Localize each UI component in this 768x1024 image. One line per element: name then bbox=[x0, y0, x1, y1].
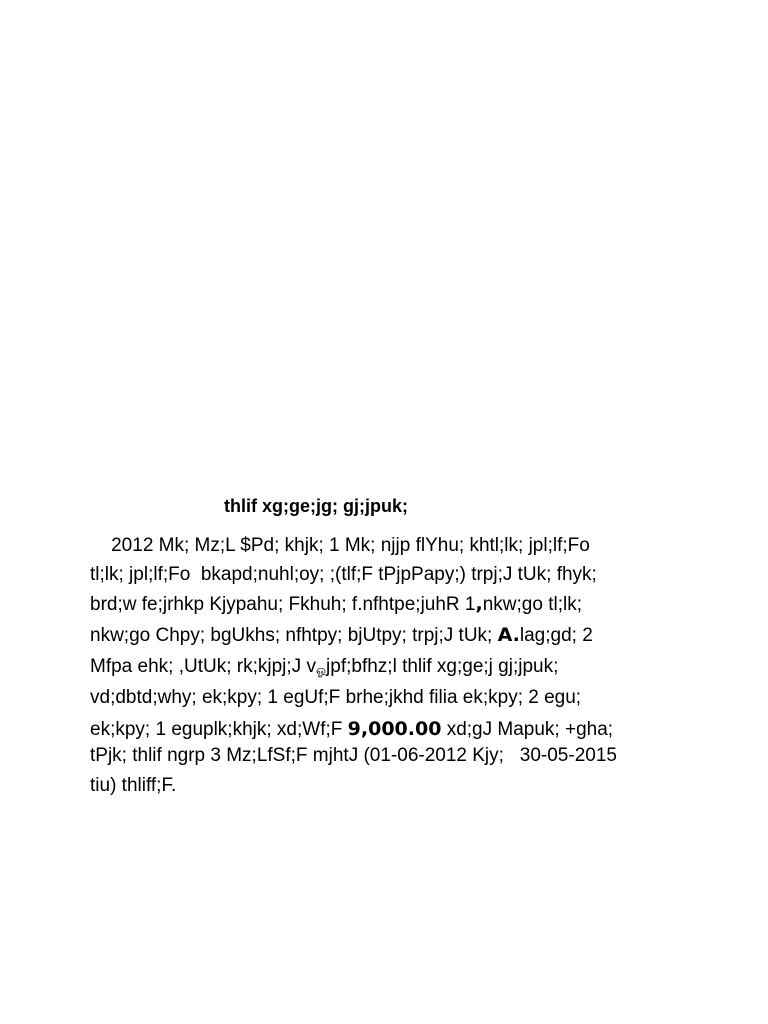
rent-amount: 9,000.00 bbox=[347, 718, 442, 740]
paragraph-line-3 bbox=[90, 592, 582, 617]
paragraph-line-9 bbox=[90, 774, 176, 798]
line-text: nkw;go Chpy; bgUkhs; nfhtpy; bjUtpy; trpj;J tUk; bbox=[90, 625, 498, 646]
line-text-tail: nkw;go tl;lk; bbox=[482, 594, 582, 615]
line-text: 2012 Mk; Mz;L $Pd; khjk; 1 Mk; njjp flYhu; khtl;lk; jpl;lf;Fo bbox=[90, 535, 590, 556]
line-text-tail: jpf;bfhz;l thlif xg;ge;j gj;jpuk; bbox=[326, 656, 559, 677]
line-text-tail: lag;gd; 2 bbox=[519, 625, 593, 646]
line-text-tail: xd;gJ Mapuk; +gha; bbox=[441, 719, 614, 740]
document-title: thlif xg;ge;jg; gj;jpuk; bbox=[224, 496, 408, 516]
special-glyph: ஓ bbox=[315, 663, 327, 677]
paragraph-line-7 bbox=[90, 717, 613, 742]
line-text: vd;dbtd;why; ek;kpy; 1 egUf;F brhe;jkhd filia ek;kpy; 2 egu; bbox=[90, 687, 582, 708]
paragraph-line-4 bbox=[90, 623, 593, 648]
line-text: tPjk; thlif ngrp 3 Mz;LfSf;F mjhtJ (01-06-2012 Kjy; 30-05-2015 bbox=[90, 745, 617, 766]
line-text: brd;w fe;jrhkp Kjypahu; Fkhuh; f.nfhtpe;juhR 1 bbox=[90, 594, 476, 615]
paragraph-line-2 bbox=[90, 563, 597, 587]
paragraph-line-1 bbox=[90, 534, 590, 558]
paragraph-line-5 bbox=[90, 655, 558, 682]
bold-comma: , bbox=[475, 593, 483, 615]
paragraph-line-6 bbox=[90, 686, 581, 710]
line-text: tiu) thliff;F. bbox=[90, 775, 177, 796]
line-text: tl;lk; jpl;lf;Fo bkapd;nuhl;oy; ;(tlf;F tPjpPapy;) trpj;J tUk; fhyk; bbox=[90, 564, 597, 585]
paragraph-line-8 bbox=[90, 744, 617, 768]
bold-initial: A. bbox=[497, 624, 520, 646]
line-text: ek;kpy; 1 eguplk;khjk; xd;Wf;F bbox=[90, 719, 348, 740]
line-text: Mfpa ehk; ,UtUk; rk;kjpj;J v bbox=[90, 656, 316, 677]
